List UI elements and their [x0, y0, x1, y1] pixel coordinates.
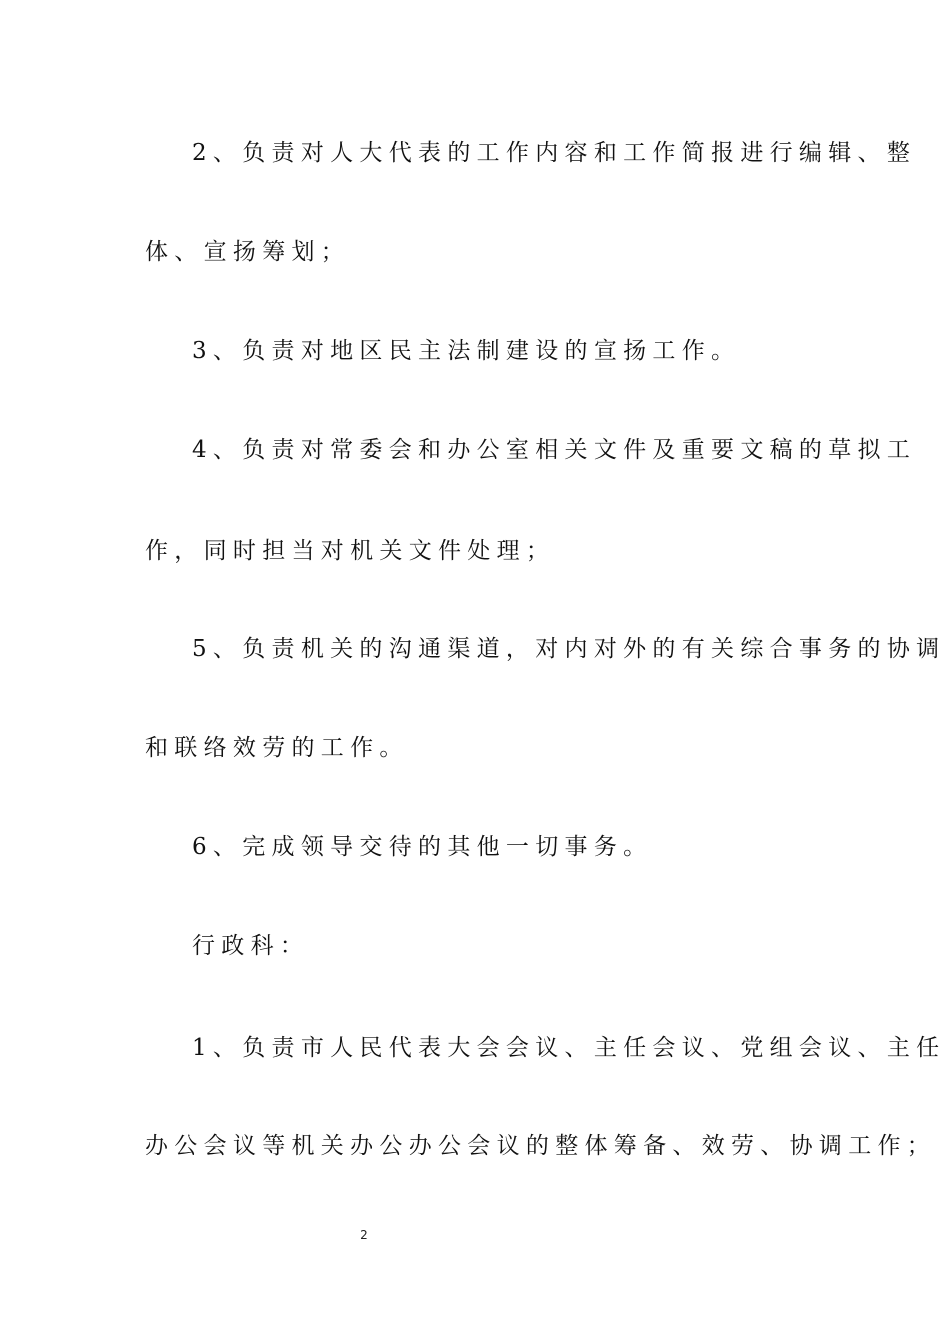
section-heading-admin: 行政科：: [192, 933, 310, 959]
paragraph-item-4-line-2: 作，同时担当对机关文件处理；: [145, 538, 556, 564]
paragraph-item-3: 3、负责对地区民主法制建设的宣扬工作。: [192, 338, 741, 364]
paragraph-item-5-line-1: 5、负责机关的沟通渠道，对内对外的有关综合事务的协调: [192, 636, 946, 662]
paragraph-item-2-line-2: 体、宣扬筹划；: [145, 239, 351, 265]
paragraph-item-6: 6、完成领导交待的其他一切事务。: [192, 834, 653, 860]
paragraph-admin-item-1-line-2: 办公会议等机关办公办公会议的整体筹备、效劳、协调工作；: [145, 1133, 937, 1159]
paragraph-admin-item-1-line-1: 1、负责市人民代表大会会议、主任会议、党组会议、主任: [192, 1035, 946, 1061]
page-number: 2: [360, 1228, 368, 1242]
paragraph-item-2-line-1: 2、负责对人大代表的工作内容和工作简报进行编辑、整: [192, 140, 917, 166]
paragraph-item-5-line-2: 和联络效劳的工作。: [145, 735, 409, 761]
paragraph-item-4-line-1: 4、负责对常委会和办公室相关文件及重要文稿的草拟工: [192, 437, 917, 463]
